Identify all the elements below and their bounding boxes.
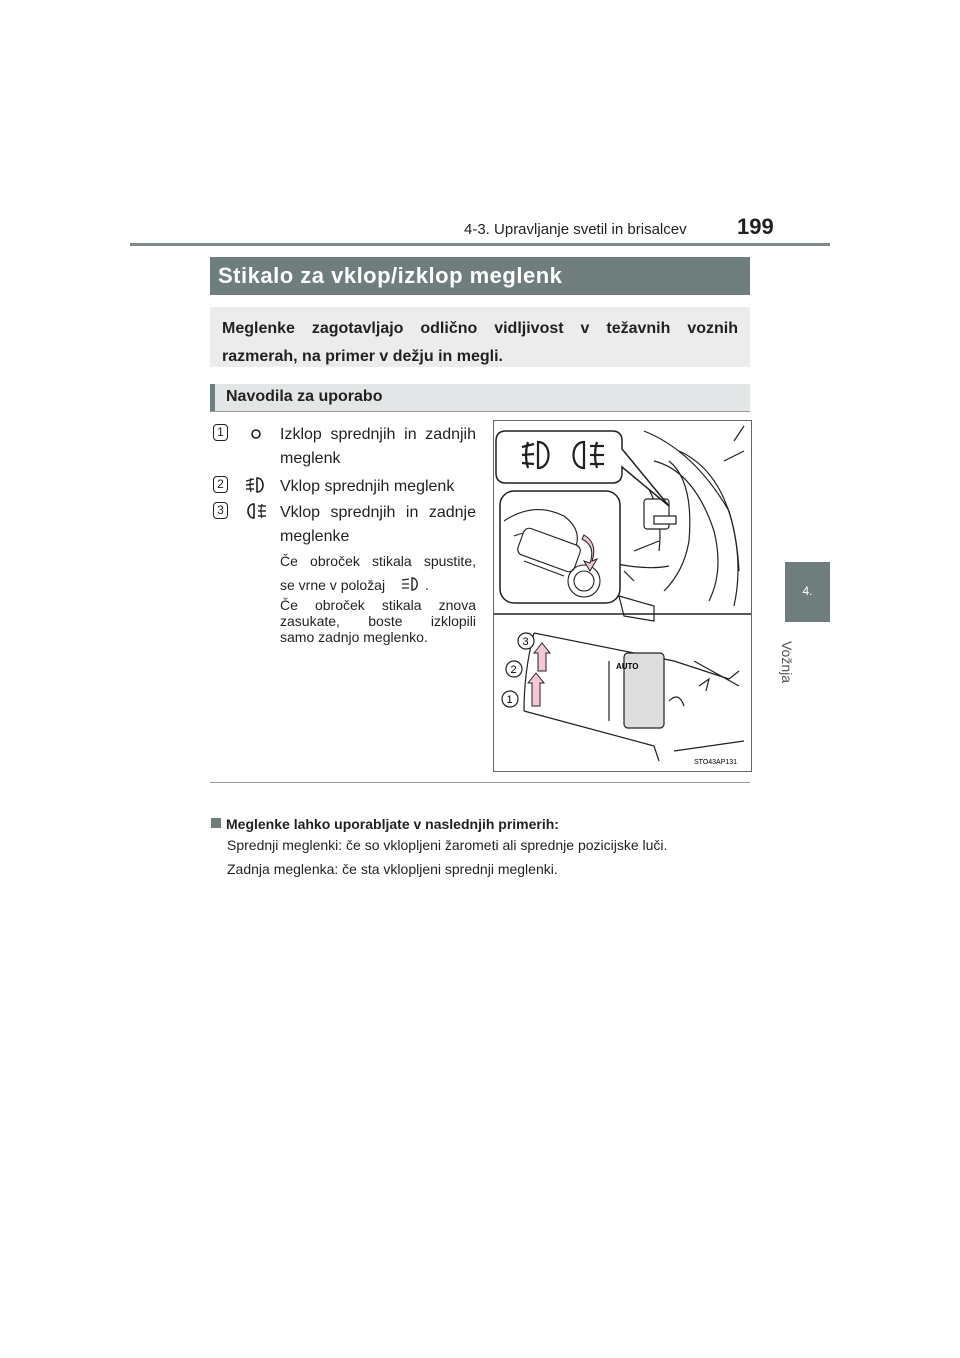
item-3-line2: meglenke — [280, 528, 350, 545]
note-line2-end: . — [425, 577, 429, 593]
arrow-up-lower — [528, 673, 544, 706]
bottom-line1: Sprednji meglenki: če so vklopljeni žarometi ali sprednje pozicijske luči. — [227, 837, 668, 853]
item-number-2: 2 — [213, 476, 228, 493]
item-2-line1: Vklop sprednjih meglenk — [280, 478, 455, 495]
subheading-bar — [210, 384, 750, 411]
subheading-rule — [210, 411, 750, 412]
page-title: Stikalo za vklop/izklop meglenk — [218, 263, 563, 288]
note-line2: se vrne v položaj — [280, 577, 386, 593]
item-number-3: 3 — [213, 502, 228, 519]
arrow-up-upper — [534, 643, 550, 671]
illustration-drawing — [494, 421, 751, 771]
note-line1: Če obroček stikala spustite, — [280, 553, 476, 569]
chapter-tab — [785, 562, 830, 622]
intro-box — [210, 307, 750, 367]
subheading: Navodila za uporabo — [226, 388, 383, 405]
chapter-label: Vožnja — [779, 640, 796, 684]
figure-auto-label: AUTO — [616, 662, 639, 671]
header-section: 4-3. Upravljanje svetil in brisalcev — [464, 221, 687, 238]
fog-off-icon — [248, 426, 264, 442]
item-number-1: 1 — [213, 424, 228, 441]
callout-1: 1 — [506, 694, 513, 706]
header-rule — [130, 243, 830, 246]
note-line5: samo zadnjo meglenko. — [280, 629, 428, 645]
bottom-line2: Zadnja meglenka: če sta vklopljeni sprednji meglenki. — [227, 861, 558, 877]
chapter-label-wrap — [780, 632, 810, 692]
switch-illustration — [493, 420, 752, 772]
item-1-line2: meglenk — [280, 450, 341, 467]
figure-code: STO43AP131 — [694, 759, 738, 766]
bullet-square-icon — [211, 818, 221, 828]
note-line3: Če obroček stikala znova — [280, 597, 476, 613]
item-3-line1: Vklop sprednjih in zadnje — [280, 504, 476, 521]
callout-3: 3 — [522, 636, 529, 648]
note-line4: zasukate, boste izklopili — [280, 613, 476, 629]
subheading-accent — [210, 384, 215, 411]
bottom-heading: Meglenke lahko uporabljate v naslednjih primerih: — [226, 816, 559, 832]
page-number: 199 — [737, 214, 774, 239]
intro-text: Meglenke zagotavljajo odlično vidljivost v težavnih voznih razmerah, na primer v dežju in megli. — [222, 320, 738, 365]
front-fog-icon — [244, 476, 268, 494]
page-title-bar — [210, 257, 750, 295]
chapter-number: 4. — [802, 584, 813, 598]
callout-2: 2 — [510, 664, 517, 676]
front-fog-inline-icon — [400, 576, 422, 592]
item-1-line1: Izklop sprednjih in zadnjih — [280, 426, 476, 443]
rear-fog-icon — [244, 502, 268, 520]
section-rule — [210, 782, 750, 783]
